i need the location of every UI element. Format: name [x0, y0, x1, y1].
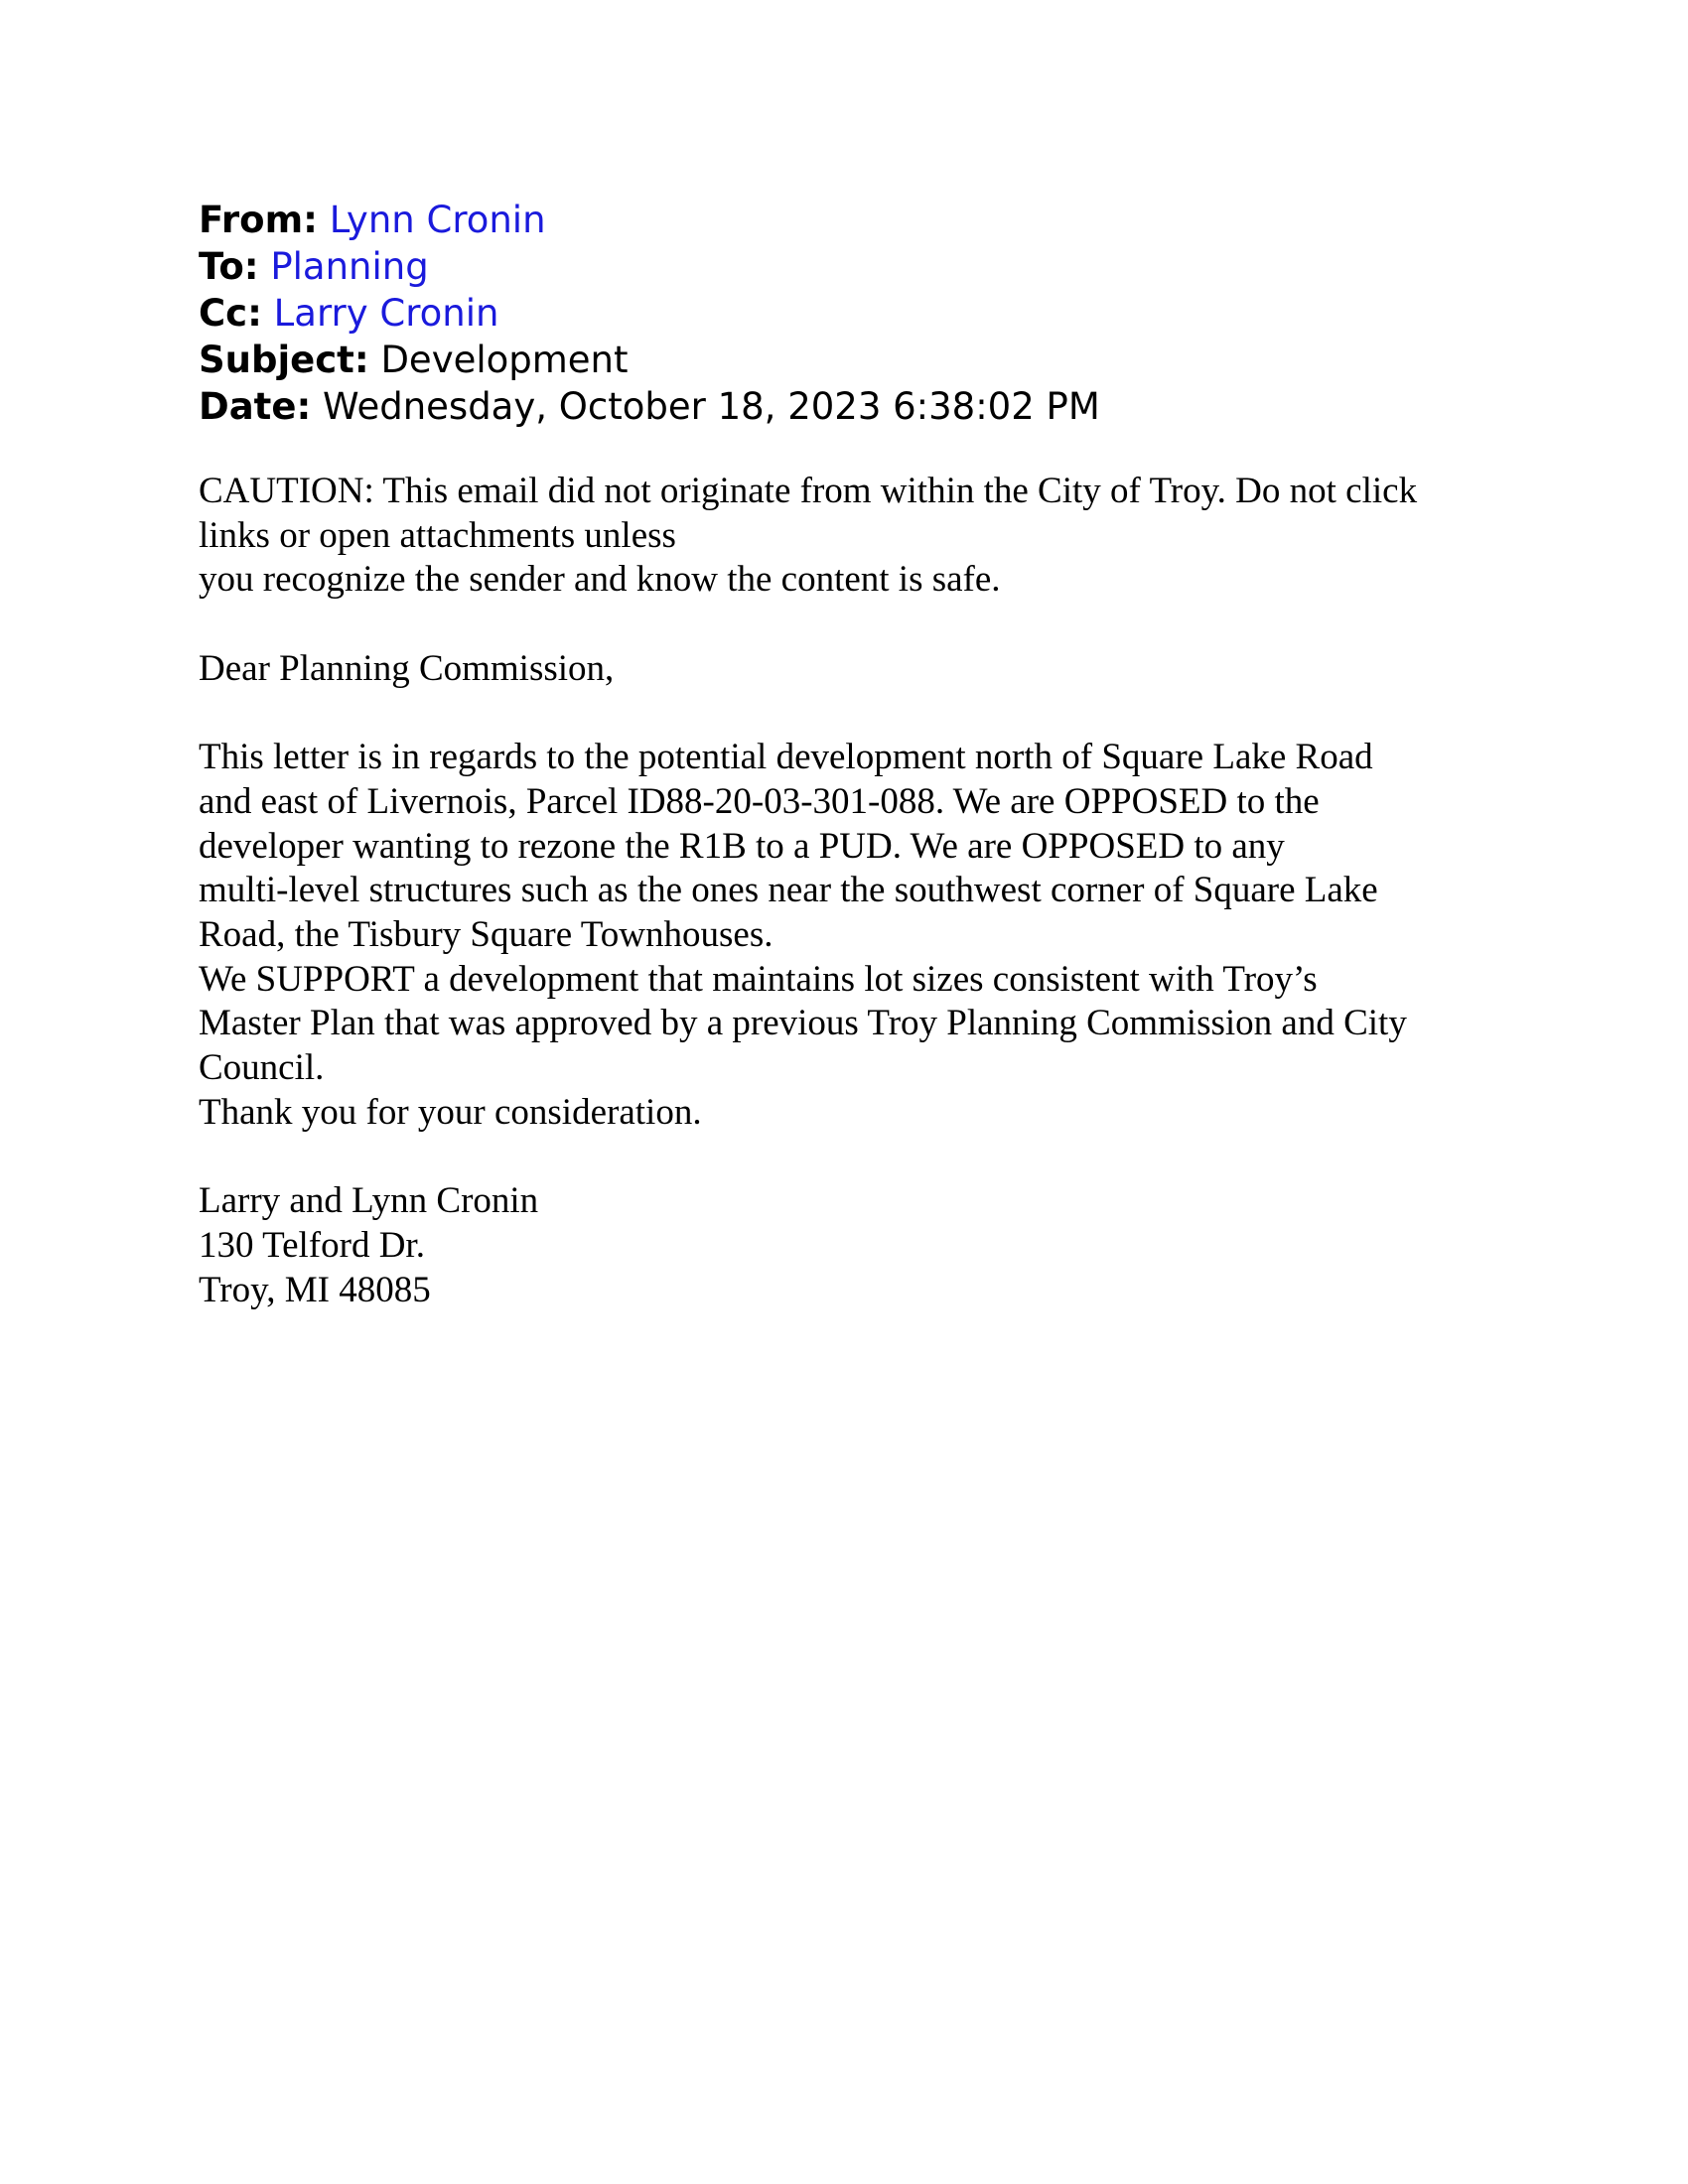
- body-line: developer wanting to rezone the R1B to a PUD. We are OPPOSED to any: [199, 825, 1285, 867]
- cc-recipient-link[interactable]: Larry Cronin: [273, 292, 499, 335]
- subject-label: Subject:: [199, 339, 369, 381]
- date-value: Wednesday, October 18, 2023 6:38:02 PM: [323, 385, 1100, 428]
- to-recipient-link[interactable]: Planning: [270, 245, 429, 288]
- signature-city: Troy, MI 48085: [199, 1269, 431, 1310]
- caution-line: CAUTION: This email did not originate from within the City of Troy. Do not click: [199, 471, 1418, 511]
- from-label: From:: [199, 199, 318, 241]
- caution-line: links or open attachments unless: [199, 514, 676, 556]
- email-header: [199, 197, 1509, 430]
- body-line: Council.: [199, 1047, 325, 1089]
- email-document: [199, 197, 1509, 1312]
- signature-street: 130 Telford Dr.: [199, 1224, 425, 1266]
- from-sender-link[interactable]: Lynn Cronin: [329, 199, 546, 241]
- cc-label: Cc:: [199, 292, 262, 335]
- body-line: and east of Livernois, Parcel ID88-20-03-301-088. We are OPPOSED to the: [199, 780, 1320, 822]
- to-line: [199, 243, 1509, 290]
- caution-notice: [199, 470, 1509, 603]
- cc-line: [199, 290, 1509, 337]
- subject-value: Development: [380, 339, 629, 381]
- date-line: [199, 383, 1509, 430]
- signature-name: Larry and Lynn Cronin: [199, 1180, 539, 1222]
- letter-body: [199, 736, 1509, 1135]
- date-label: Date:: [199, 385, 312, 428]
- body-line: Road, the Tisbury Square Townhouses.: [199, 914, 774, 955]
- from-line: [199, 197, 1509, 243]
- greeting-line: Dear Planning Commission,: [199, 647, 615, 689]
- greeting: [199, 647, 1509, 692]
- body-line: multi-level structures such as the ones near the southwest corner of Square Lake: [199, 870, 1378, 911]
- to-label: To:: [199, 245, 259, 288]
- body-line: Thank you for your consideration.: [199, 1091, 702, 1133]
- body-line: Master Plan that was approved by a previous Troy Planning Commission and City: [199, 1003, 1407, 1044]
- body-line: This letter is in regards to the potential development north of Square Lake Road: [199, 737, 1373, 778]
- caution-line: you recognize the sender and know the content is safe.: [199, 559, 1001, 601]
- subject-line: [199, 337, 1509, 383]
- body-line: We SUPPORT a development that maintains lot sizes consistent with Troy’s: [199, 958, 1318, 1000]
- signature-block: [199, 1179, 1509, 1312]
